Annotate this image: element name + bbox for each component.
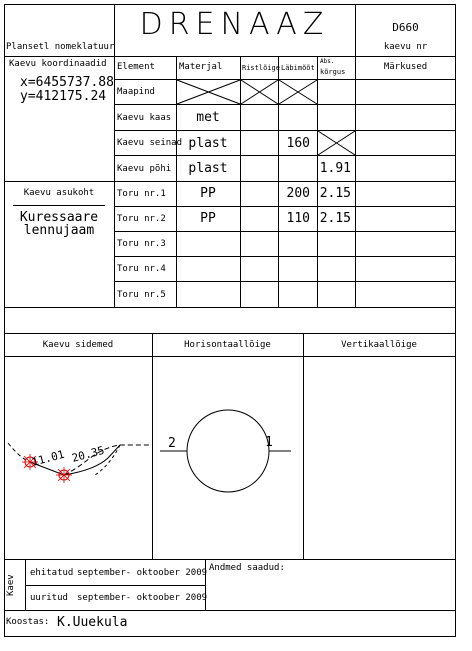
col-header-material: Materjal bbox=[179, 62, 223, 72]
well-id: D660 bbox=[392, 21, 419, 34]
row-height: 1.91 bbox=[319, 161, 351, 176]
row-element: Kaevu seinad bbox=[117, 138, 183, 148]
section-horizontal: Horisontaallõige bbox=[184, 340, 271, 350]
row-material: PP bbox=[200, 211, 216, 226]
row-element: Toru nr.1 bbox=[117, 189, 166, 199]
row-element: Toru nr.3 bbox=[117, 239, 166, 249]
author-label: Koostas: bbox=[6, 617, 50, 627]
col-header-notes: Märkused bbox=[383, 62, 428, 72]
location-label: Kaevu asukoht bbox=[23, 188, 95, 198]
coords-label: Kaevu koordinaadid bbox=[9, 59, 107, 69]
sketch-label-a: 11.01 bbox=[30, 447, 66, 469]
plan-nomenclature-label: Plansetl nomeklatuur bbox=[6, 42, 115, 52]
row-diameter: 200 bbox=[286, 186, 310, 201]
location-line1: Kuressaare bbox=[19, 210, 99, 225]
row-diameter: 110 bbox=[286, 211, 310, 226]
location-line2: lennujaam bbox=[23, 223, 95, 238]
coord-y: y=412175.24 bbox=[20, 89, 107, 104]
row-element: Maapind bbox=[117, 87, 155, 97]
row-height: 2.15 bbox=[319, 186, 351, 201]
col-header-section: Ristlõige bbox=[242, 64, 280, 72]
well-no-label: kaevu nr bbox=[383, 42, 428, 52]
row-element: Toru nr.4 bbox=[117, 264, 166, 274]
data-from-label: Andmed saadud: bbox=[209, 563, 285, 573]
footer-side-label: Kaev bbox=[6, 574, 16, 596]
surveyed-label: uuritud bbox=[30, 593, 68, 603]
section-mark-right: 1 bbox=[265, 435, 273, 450]
row-material: PP bbox=[200, 186, 216, 201]
section-mark-left: 2 bbox=[168, 436, 176, 451]
row-material: plast bbox=[188, 161, 228, 176]
surveyed-value: september- oktoober 2009 bbox=[77, 593, 208, 603]
section-connections: Kaevu sidemed bbox=[42, 340, 114, 350]
col-header-height: kõrgus bbox=[320, 68, 346, 76]
row-height: 2.15 bbox=[319, 211, 351, 226]
row-element: Toru nr.5 bbox=[117, 290, 166, 300]
row-element: Kaevu kaas bbox=[117, 113, 172, 123]
row-material: plast bbox=[188, 136, 228, 151]
row-diameter: 160 bbox=[286, 136, 310, 151]
built-label: ehitatud bbox=[30, 568, 74, 578]
row-element: Kaevu põhi bbox=[117, 164, 172, 174]
built-value: september- oktoober 2009 bbox=[77, 568, 208, 578]
col-header-element: Element bbox=[117, 62, 155, 72]
author-name: K.Uuekula bbox=[57, 615, 128, 630]
sketch-label-b: 20.35 bbox=[70, 443, 106, 465]
drawing-title: DRENAAZ bbox=[139, 7, 330, 42]
section-vertical: Vertikaallõige bbox=[341, 340, 417, 350]
row-material: met bbox=[196, 110, 220, 125]
col-header-abs: Abs. bbox=[320, 58, 335, 65]
row-element: Toru nr.2 bbox=[117, 214, 166, 224]
coord-x: x=6455737.88 bbox=[20, 75, 114, 90]
col-header-diameter: Läbimõõt bbox=[281, 64, 315, 72]
